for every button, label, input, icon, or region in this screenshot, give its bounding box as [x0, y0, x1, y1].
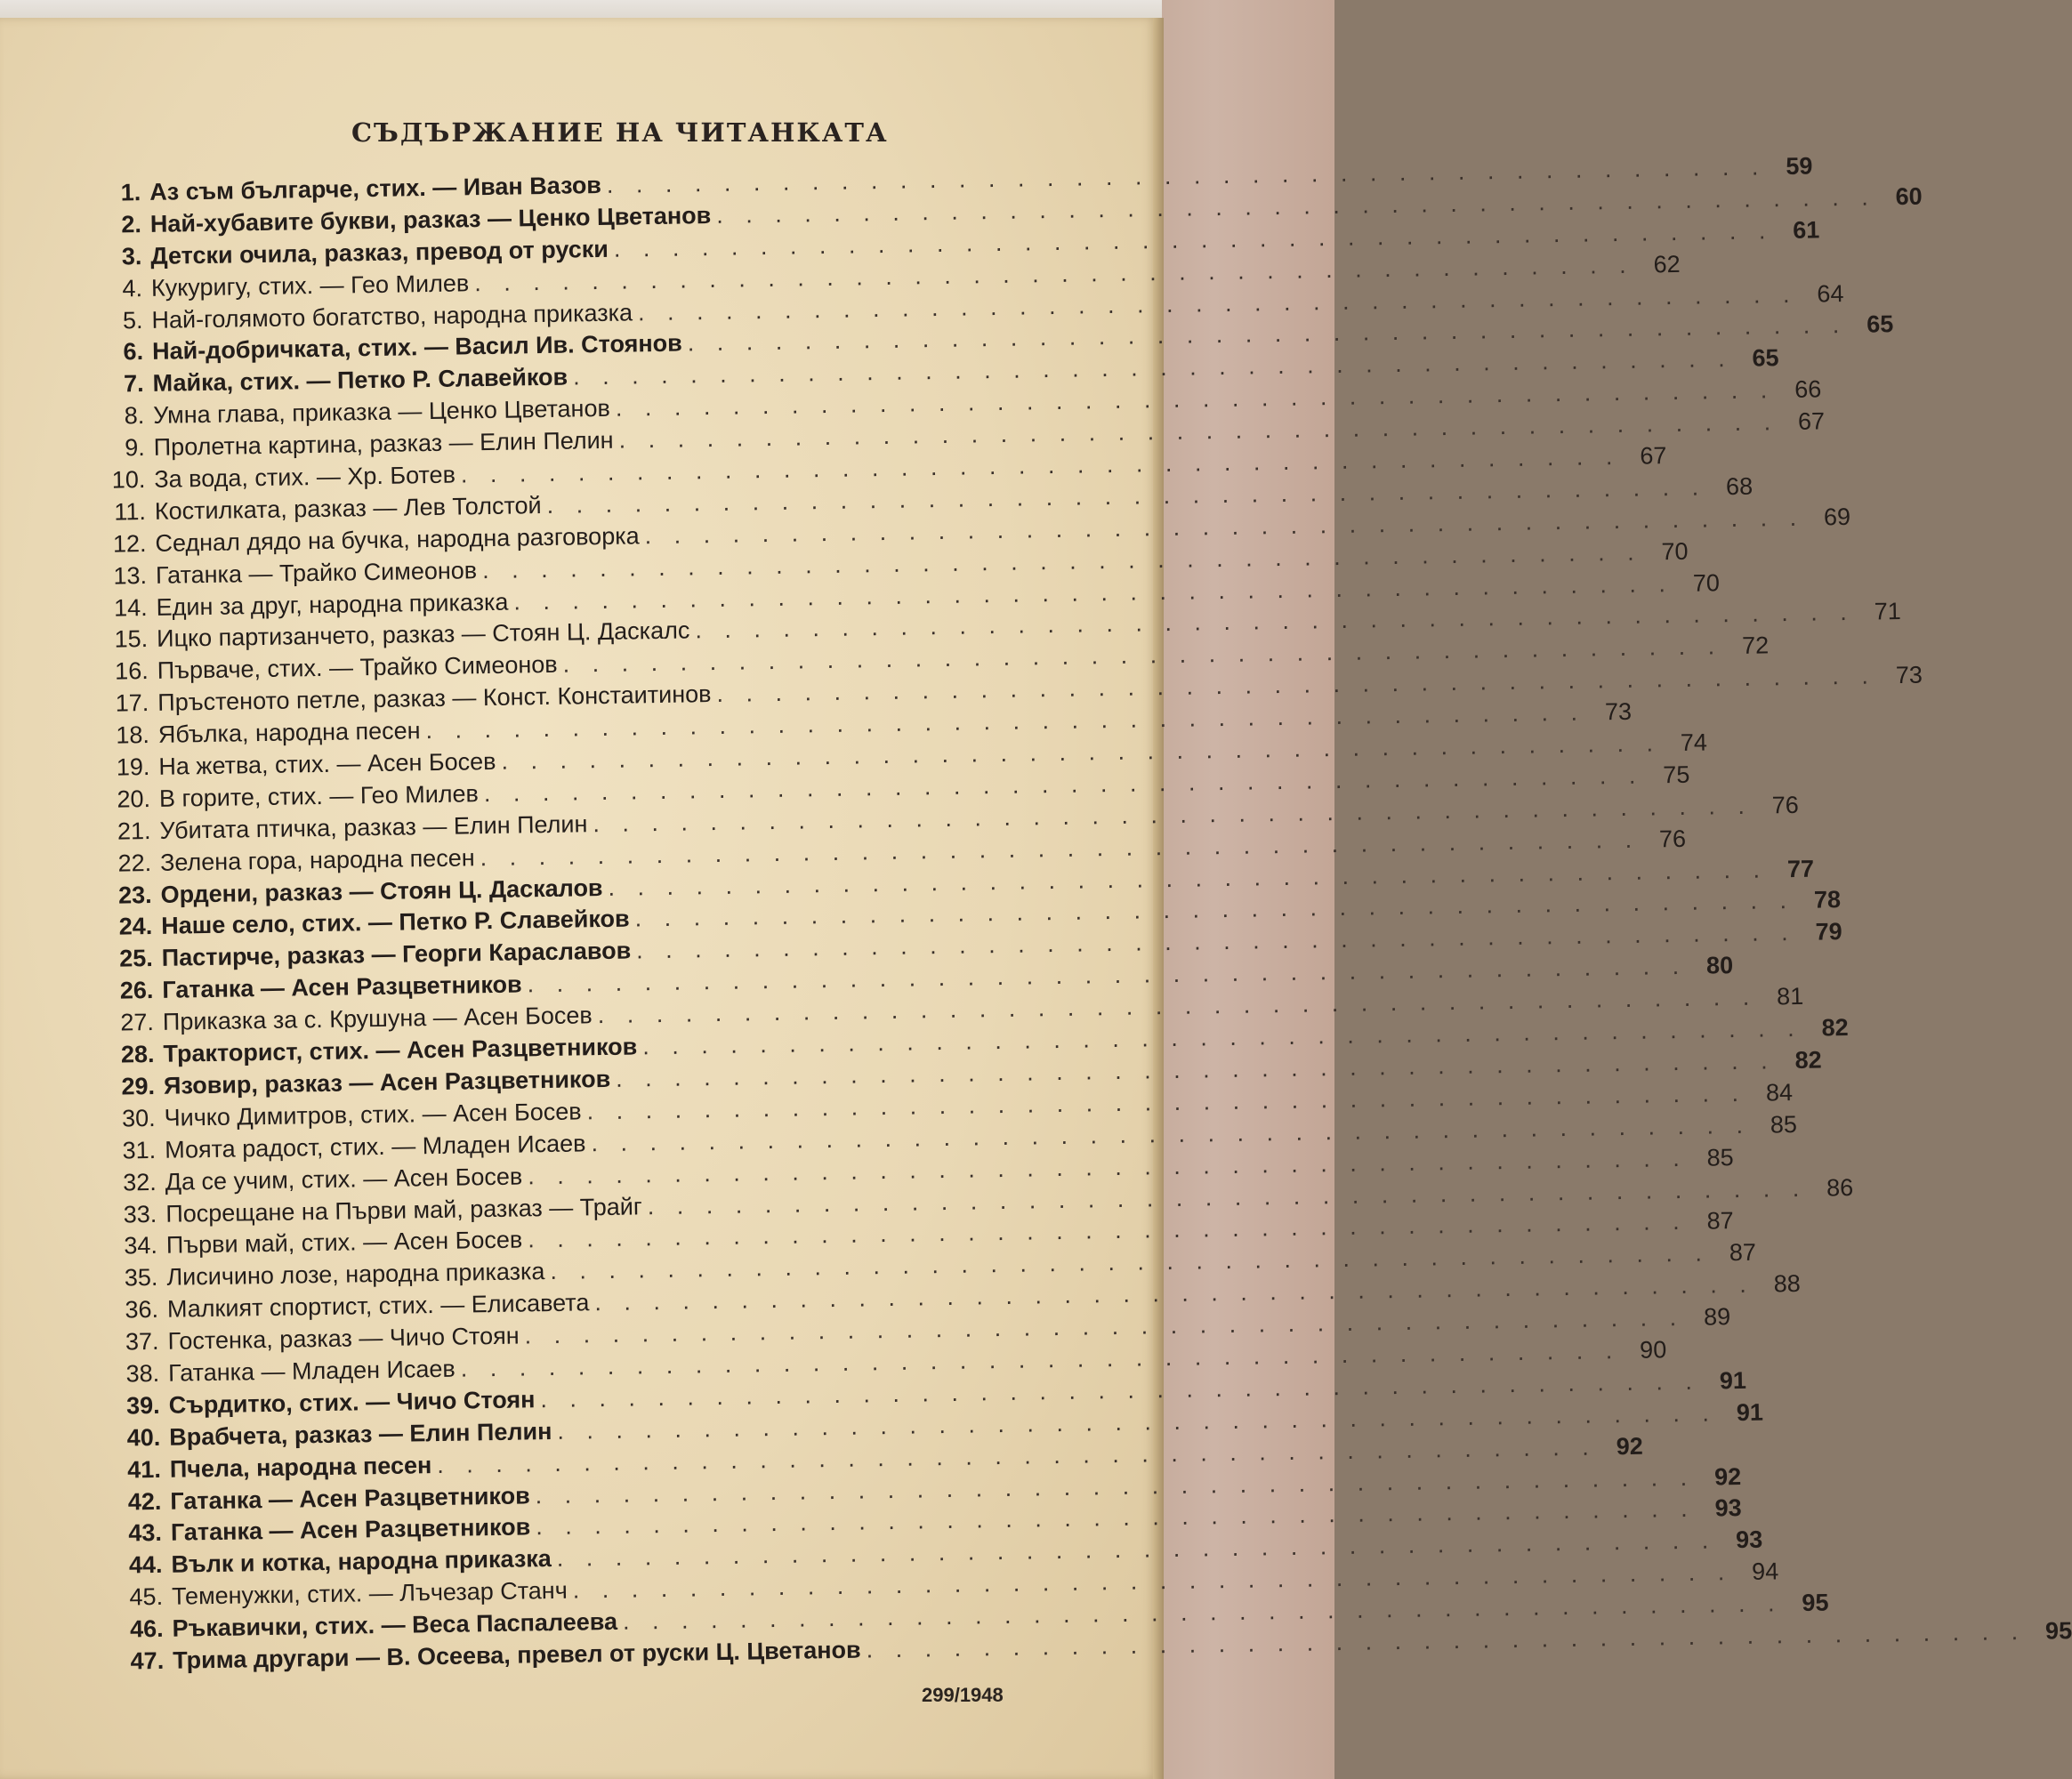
- toc-entry-number: 26.: [119, 977, 154, 1004]
- toc-entry-number: 19.: [116, 753, 150, 781]
- toc-entry-page: 65: [1866, 310, 1894, 339]
- toc-entry-page: 70: [1692, 568, 1721, 597]
- toc-entry-number: 17.: [115, 689, 149, 717]
- toc-entry-title: Ябълка, народна песен: [157, 717, 421, 748]
- toc-entry-page: 67: [1797, 407, 1826, 435]
- print-number: 299/1948: [922, 1684, 1004, 1706]
- toc-entry-number: 40.: [126, 1423, 161, 1452]
- toc-entry-number: 46.: [129, 1614, 164, 1643]
- toc-entry-number: 33.: [123, 1200, 157, 1228]
- toc-entry-page: 65: [1752, 344, 1779, 373]
- toc-entry-page: 92: [1616, 1432, 1643, 1460]
- toc-entry-title: Вълк и котка, народна приказка: [171, 1545, 552, 1579]
- toc-entry-page: 84: [1765, 1078, 1794, 1107]
- toc-entry-title: Гостенка, разказ — Чичо Стоян: [167, 1322, 520, 1355]
- toc-entry-page: 85: [1770, 1110, 1798, 1139]
- toc-entry-number: 32.: [122, 1168, 157, 1196]
- toc-entry-page: 89: [1703, 1303, 1731, 1331]
- page-title: СЪДЪРЖАНИЕ НА ЧИТАНКАТА: [351, 117, 889, 148]
- toc-entry-number: 45.: [129, 1583, 164, 1611]
- toc-entry-title: Умна глава, приказка — Ценко Цветанов: [152, 395, 611, 430]
- toc-entry-number: 10.: [111, 466, 146, 494]
- toc-entry-title: Лисичино лозе, народна приказка: [166, 1258, 545, 1292]
- toc-entry-title: Детски очила, разказ, превод от руски: [150, 235, 609, 270]
- toc-entry-page: 73: [1604, 697, 1633, 726]
- toc-entry-page: 72: [1741, 632, 1770, 660]
- toc-entry-title: Трима другари — В. Осеева, превел от руски Ц. Цветанов: [172, 1636, 861, 1674]
- toc-entry-page: 67: [1640, 442, 1667, 470]
- toc-entry-number: 24.: [118, 913, 153, 941]
- toc-entry-number: 42.: [127, 1487, 162, 1516]
- toc-entry-number: 39.: [125, 1391, 160, 1420]
- toc-entry-page: 95: [1802, 1589, 1829, 1617]
- toc-entry-number: 23.: [117, 881, 152, 909]
- toc-entry-number: 27.: [120, 1009, 155, 1036]
- toc-entry-number: 43.: [128, 1519, 163, 1547]
- toc-entry-title: Сърдитко, стих. — Чичо Стоян: [168, 1386, 536, 1419]
- toc-entry-number: 15.: [114, 625, 149, 654]
- toc-entry-title: Наше село, стих. — Петко Р. Славейков: [160, 906, 630, 940]
- toc-entry-page: 59: [1786, 152, 1813, 181]
- toc-entry-number: 38.: [125, 1359, 160, 1388]
- toc-entry-title: Приказка за с. Крушуна — Асен Босев: [162, 1002, 593, 1035]
- toc-entry-title: Кукуригу, стих. — Гео Милев: [150, 269, 470, 302]
- toc-entry-number: 7.: [123, 370, 144, 398]
- toc-entry-title: Моята радост, стих. — Младен Исаев: [164, 1130, 586, 1163]
- toc-entry-number: 9.: [125, 434, 146, 462]
- toc-entry-number: 25.: [119, 945, 154, 972]
- toc-entry-page: 70: [1661, 537, 1689, 565]
- toc-entry-page: 76: [1658, 825, 1687, 853]
- toc-entry-title: Чичко Димитров, стих. — Асен Босев: [164, 1098, 582, 1131]
- toc-entry-number: 36.: [125, 1296, 159, 1324]
- toc-entry-title: Най-добричката, стих. — Васил Ив. Стоянов: [151, 330, 683, 366]
- toc-entry-page: 69: [1823, 503, 1851, 531]
- toc-entry-title: Седнал дядо на бучка, народна разговорка: [155, 522, 640, 557]
- toc-entry-title: За вода, стих. — Хр. Ботев: [154, 461, 456, 493]
- toc-entry-page: 82: [1794, 1046, 1822, 1074]
- toc-entry-page: 94: [1751, 1558, 1779, 1586]
- toc-entry-page: 81: [1776, 983, 1804, 1010]
- toc-entry-title: Посрещане на Първи май, разказ — Трайг: [165, 1192, 642, 1228]
- toc-entry-page: 87: [1706, 1207, 1734, 1235]
- toc-entry-page: 91: [1736, 1398, 1764, 1426]
- toc-entry-number: 5.: [122, 306, 143, 334]
- toc-entry-title: Гатанка — Асен Разцветников: [170, 1481, 530, 1515]
- toc-entry-title: Ръкавички, стих. — Веса Паспалеева: [172, 1607, 618, 1642]
- toc-entry-number: 30.: [121, 1104, 156, 1132]
- toc-entry-number: 35.: [124, 1264, 158, 1292]
- toc-entry-number: 47.: [130, 1646, 165, 1675]
- toc-entry-number: 6.: [123, 338, 144, 366]
- toc-entry-page: 82: [1821, 1014, 1849, 1042]
- toc-entry-title: Ордени, разказ — Стоян Ц. Даскалов: [160, 873, 603, 908]
- toc-entry-page: 80: [1705, 952, 1734, 979]
- toc-entry-title: Врабчета, разказ — Елин Пелин: [169, 1417, 552, 1451]
- toc-entry-title: Да се учим, стих. — Асен Босев: [165, 1163, 523, 1195]
- toc-entry-title: Гатанка — Трайко Симеонов: [155, 556, 478, 589]
- toc-entry-title: Най-хубавите букви, разказ — Ценко Цветанов: [149, 201, 712, 237]
- toc-entry-number: 1.: [120, 179, 141, 206]
- toc-entry-title: Пролетна картина, разказ — Елин Пелин: [153, 426, 614, 462]
- toc-entry-title: В горите, стих. — Гео Милев: [158, 780, 480, 812]
- toc-entry-title: Гатанка — Асен Разцветников: [162, 970, 522, 1004]
- toc-entry-page: 86: [1826, 1173, 1854, 1201]
- toc-entry-number: 13.: [113, 561, 148, 590]
- toc-entry-page: 93: [1735, 1525, 1763, 1554]
- toc-entry-title: Аз съм българче, стих. — Иван Вазов: [149, 171, 602, 205]
- toc-entry-page: 92: [1713, 1462, 1742, 1490]
- toc-entry-number: 20.: [117, 785, 151, 813]
- toc-entry-number: 29.: [121, 1072, 156, 1100]
- toc-entry-page: 74: [1680, 729, 1708, 757]
- toc-entry-number: 37.: [125, 1327, 159, 1356]
- toc-entry-page: 73: [1895, 661, 1923, 689]
- toc-entry-title: Зелена гора, народна песен: [159, 843, 475, 876]
- toc-entry-number: 12.: [112, 529, 147, 558]
- toc-entry-title: Язовир, разказ — Асен Разцветников: [163, 1065, 611, 1099]
- toc-entry-number: 8.: [124, 402, 145, 430]
- toc-entry-page: 85: [1706, 1143, 1734, 1171]
- toc-entry-page: 62: [1653, 250, 1681, 278]
- toc-entry-page: 68: [1725, 472, 1754, 501]
- toc-entry-title: Първаче, стих. — Трайко Симеонов: [157, 651, 558, 685]
- toc-entry-page: 75: [1663, 761, 1690, 789]
- toc-entry-page: 91: [1719, 1366, 1747, 1395]
- table-of-contents: [89, 152, 2072, 1678]
- toc-entry-title: Гатанка — Асен Разцветников: [170, 1513, 531, 1547]
- toc-entry-title: Пастирче, разказ — Георги Караславов: [161, 937, 632, 972]
- toc-entry-title: Малкият спортист, стих. — Елисавета: [166, 1289, 590, 1323]
- toc-entry-page: 71: [1874, 598, 1902, 626]
- toc-entry-page: 95: [2044, 1617, 2072, 1645]
- toc-entry-title: Тракторист, стих. — Асен Разцветников: [163, 1033, 638, 1067]
- toc-entry-title: Един за друг, народна приказка: [156, 588, 509, 621]
- toc-entry-page: 64: [1817, 279, 1844, 308]
- toc-entry-page: 79: [1815, 918, 1842, 946]
- toc-entry-page: 61: [1793, 216, 1820, 244]
- toc-entry-title: Пчела, народна песен: [169, 1451, 432, 1483]
- toc-entry-number: 3.: [121, 242, 142, 270]
- toc-entry-number: 14.: [113, 593, 148, 622]
- toc-entry-title: На жетва, стих. — Асен Босев: [158, 747, 496, 780]
- toc-entry-page: 90: [1639, 1336, 1667, 1364]
- toc-entry-page: 78: [1813, 886, 1842, 914]
- toc-entry-title: Майка, стих. — Петко Р. Славейков: [152, 363, 568, 398]
- toc-entry-number: 21.: [117, 817, 151, 845]
- toc-entry-number: 18.: [116, 721, 150, 749]
- toc-entry-page: 93: [1714, 1494, 1742, 1522]
- toc-entry-number: 31.: [122, 1136, 157, 1164]
- toc-entry-number: 34.: [124, 1232, 158, 1260]
- toc-entry-title: Гатанка — Младен Исаев: [167, 1355, 456, 1387]
- toc-entry-page: 77: [1786, 855, 1815, 882]
- toc-entry-title: Костилката, разказ — Лев Толстой: [154, 491, 542, 525]
- toc-entry-number: 2.: [121, 210, 142, 238]
- toc-entry-page: 60: [1895, 182, 1923, 210]
- toc-entry-number: 44.: [128, 1551, 163, 1579]
- toc-entry-number: 4.: [122, 274, 143, 302]
- toc-entry-number: 16.: [114, 657, 149, 685]
- toc-entry-title: Първи май, стих. — Асен Босев: [165, 1226, 523, 1260]
- toc-entry-page: 66: [1794, 375, 1822, 404]
- toc-entry-title: Пръстеното петле, разказ — Конст. Констаитинов: [157, 680, 712, 717]
- toc-entry-page: 87: [1729, 1238, 1757, 1267]
- toc-entry-number: 41.: [127, 1455, 162, 1484]
- toc-entry-title: Теменужки, стих. — Лъчезар Станч: [171, 1576, 568, 1610]
- toc-entry-title: Убитата птичка, разказ — Елин Пелин: [159, 810, 588, 844]
- toc-entry-page: 76: [1771, 791, 1800, 819]
- toc-entry-title: Най-голямото богатство, народна приказка: [151, 298, 633, 334]
- toc-entry-title: Ицко партизанчето, разказ — Стоян Ц. Даскалс: [156, 616, 690, 653]
- toc-entry-page: 88: [1773, 1270, 1802, 1298]
- toc-entry-number: 11.: [114, 497, 147, 526]
- toc-entry-number: 22.: [117, 849, 152, 877]
- toc-entry-number: 28.: [120, 1041, 155, 1068]
